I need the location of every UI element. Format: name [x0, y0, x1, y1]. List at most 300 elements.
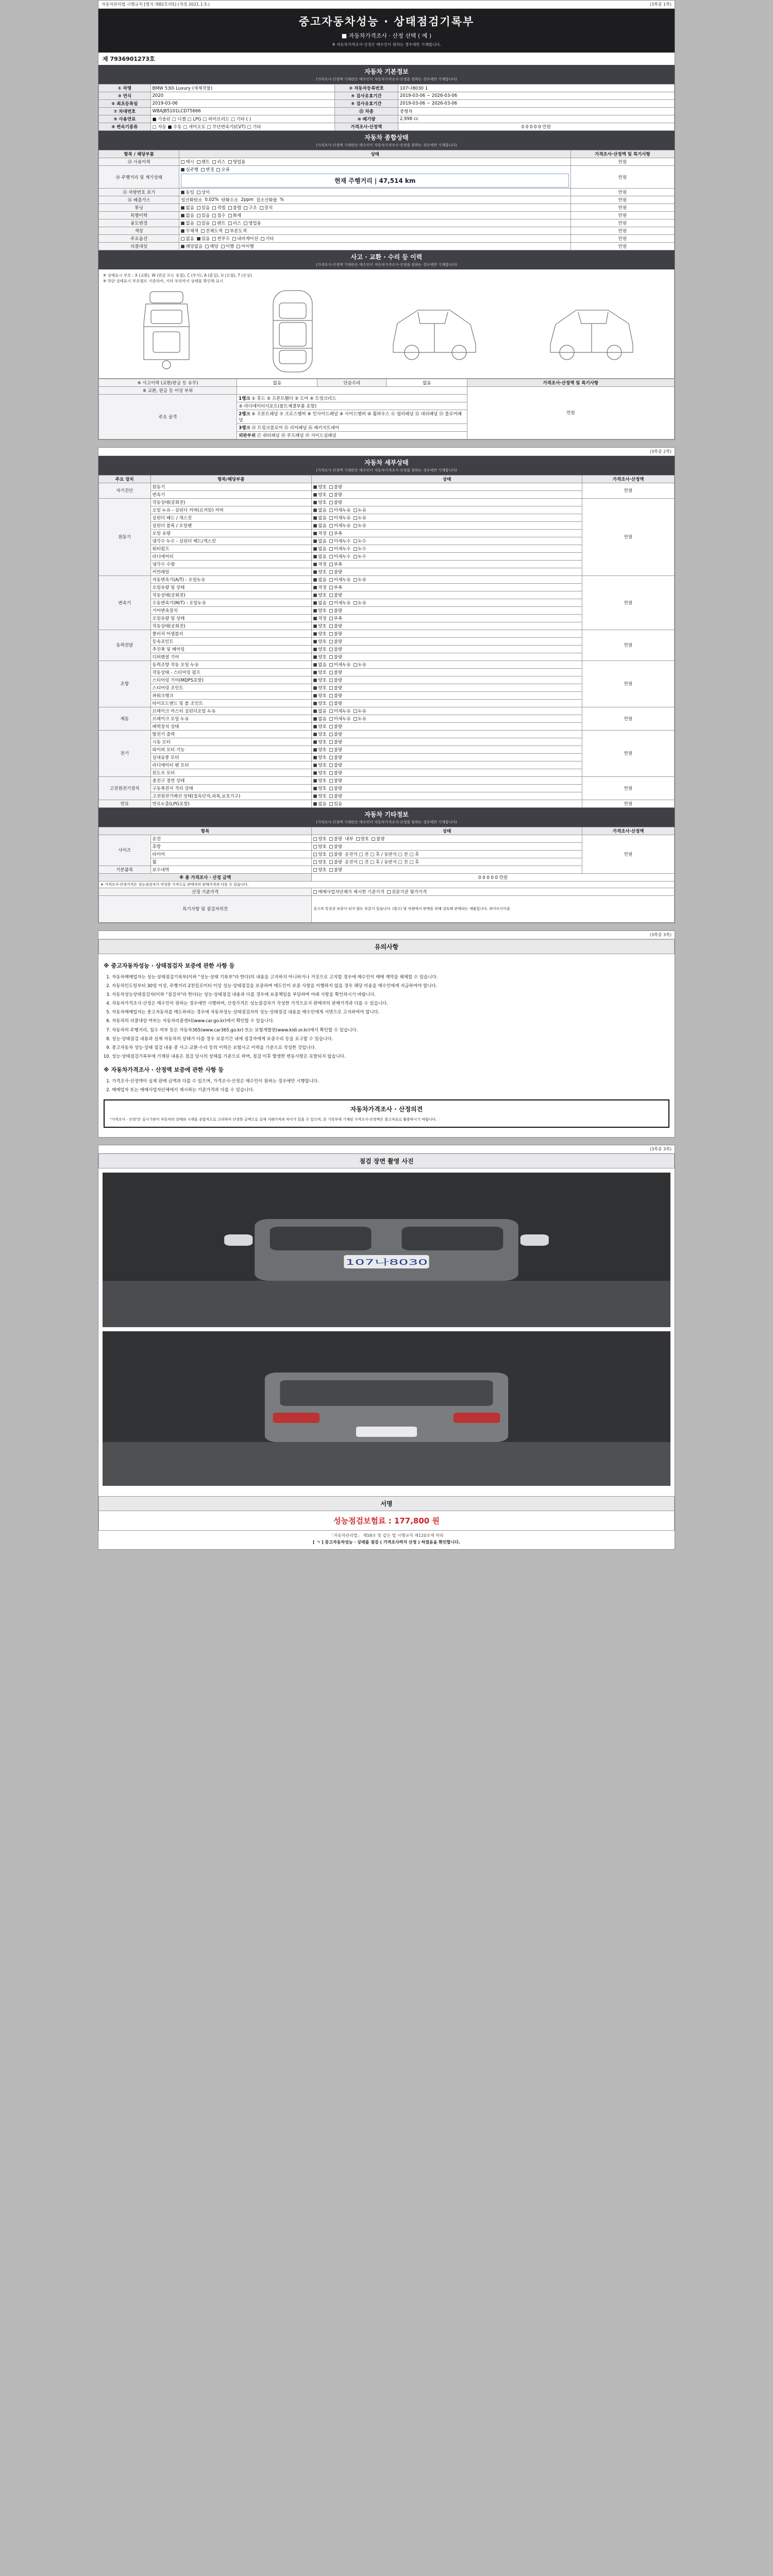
- checkbox-icon[interactable]: [313, 555, 317, 558]
- checkbox-color-full[interactable]: 전체도색: [201, 228, 223, 234]
- checkbox-rear-good[interactable]: 양호: [313, 843, 326, 850]
- table-row: [99, 800, 675, 807]
- checkbox-usechange-none[interactable]: 없음: [181, 220, 194, 226]
- value-year: 2020: [150, 92, 334, 100]
- checkbox-icon[interactable]: [313, 725, 317, 728]
- checkbox-6-4-1[interactable]: [329, 762, 342, 768]
- checkbox-4-3-0[interactable]: [313, 685, 326, 691]
- checkbox-5-1-0[interactable]: [313, 716, 326, 722]
- checkbox-1-7-1[interactable]: [329, 553, 351, 560]
- checkbox-recall-done[interactable]: 이행: [221, 243, 234, 249]
- checkbox-3-2-0[interactable]: [313, 646, 326, 652]
- overall-state-subnote: (가격조사·산정액 기재란은 매수인이 자동차가격조사·산정을 원하는 경우에만 기재합니다): [98, 143, 675, 150]
- checkbox-icon[interactable]: [329, 771, 333, 775]
- checkbox-label: 불량: [333, 693, 343, 699]
- checkbox-1-1-0[interactable]: [313, 507, 326, 513]
- checkbox-icon[interactable]: [329, 709, 333, 713]
- checkbox-drive-good[interactable]: 양호: [313, 836, 326, 842]
- checkbox-icon[interactable]: [354, 547, 357, 551]
- checkbox-0-0-1[interactable]: [329, 484, 342, 490]
- checkbox-icon[interactable]: [313, 594, 317, 597]
- checkbox-7-1-1[interactable]: [329, 785, 342, 791]
- checkbox-icon[interactable]: [313, 794, 317, 798]
- checkbox-label: 불량: [333, 732, 343, 737]
- checkbox-method-association[interactable]: 매매사업자단체가 제시한 기준가격: [313, 889, 384, 895]
- checkbox-icon[interactable]: [313, 671, 317, 674]
- checkbox-icon[interactable]: [329, 671, 333, 674]
- checkbox-2-6-0[interactable]: [313, 623, 326, 629]
- checkbox-color-original[interactable]: 무채색: [181, 228, 198, 234]
- checkbox-5-0-0[interactable]: [313, 708, 326, 714]
- checkbox-5-0-1[interactable]: [329, 708, 351, 714]
- detail-price-7: 만원: [582, 776, 675, 800]
- checkbox-label: 양호: [318, 786, 327, 791]
- checkbox-icon[interactable]: [313, 802, 317, 806]
- checkbox-icon[interactable]: [313, 493, 317, 497]
- detail-price-2: 만원: [582, 575, 675, 630]
- etc-state-drive: [312, 835, 582, 842]
- checkbox-icon[interactable]: [329, 563, 333, 566]
- checkbox-1-9-0[interactable]: [313, 569, 326, 575]
- checkbox-6-0-1[interactable]: [329, 731, 342, 737]
- checkbox-icon[interactable]: [329, 594, 333, 597]
- checkbox-same[interactable]: 동일: [181, 189, 194, 195]
- checkbox-label: 적정: [318, 616, 327, 621]
- checkbox-icon[interactable]: [329, 740, 333, 744]
- label-exchange-area: ※ 교환, 판금 등 이상 부위: [99, 386, 237, 394]
- checkbox-icon[interactable]: [354, 709, 357, 713]
- checkbox-icon[interactable]: [329, 640, 333, 643]
- note-total-estimate: ※ 가격조사·산정가격은 성능점검자가 작성한 가격으로 판매자의 판매가격과 다를 수 있습니다.: [99, 881, 675, 888]
- checkbox-3-1-0[interactable]: [313, 638, 326, 645]
- checkbox-wheel-bad[interactable]: 불량: [329, 859, 342, 865]
- checkbox-1-5-0[interactable]: [313, 538, 326, 544]
- checkbox-option-etc[interactable]: 기타: [261, 235, 274, 242]
- checkbox-4-0-1[interactable]: [329, 662, 351, 668]
- checkbox-6-5-1[interactable]: [329, 770, 342, 776]
- price-usage: 만원: [570, 158, 674, 166]
- checkbox-icon[interactable]: [329, 764, 333, 767]
- checkbox-label: 없음: [318, 577, 327, 583]
- checkbox-option-none[interactable]: 없음: [181, 235, 194, 242]
- checkbox-icon[interactable]: [313, 632, 317, 636]
- checkbox-2-3-1[interactable]: [329, 600, 351, 606]
- checkbox-7-2-1[interactable]: [329, 793, 342, 799]
- checkbox-icon[interactable]: [329, 493, 333, 497]
- checkbox-icon[interactable]: [354, 509, 357, 512]
- checkbox-6-4-0[interactable]: [313, 762, 326, 768]
- checkbox-icon[interactable]: [329, 624, 333, 628]
- checkbox-icon[interactable]: [329, 485, 333, 489]
- checkbox-2-3-0[interactable]: [313, 600, 326, 606]
- checkbox-tuning-yes[interactable]: 있음: [197, 205, 210, 211]
- checkbox-icon[interactable]: [329, 733, 333, 736]
- checkbox-icon[interactable]: [313, 609, 317, 613]
- checkbox-6-1-1[interactable]: [329, 739, 342, 745]
- checkbox-icon[interactable]: [313, 756, 317, 759]
- checkbox-label: 미세누유: [333, 600, 351, 606]
- checkbox-label: 미세누유: [333, 507, 351, 513]
- checkbox-altered[interactable]: 변경: [201, 166, 214, 173]
- checkbox-icon[interactable]: [329, 524, 333, 528]
- checkbox-recall-notdone[interactable]: 미이행: [237, 243, 254, 249]
- checkbox-icon[interactable]: [329, 779, 333, 783]
- checkbox-3-3-0[interactable]: [313, 654, 326, 660]
- checkbox-icon[interactable]: [329, 516, 333, 520]
- checkbox-icon[interactable]: [329, 686, 333, 690]
- checkbox-6-5-0[interactable]: [313, 770, 326, 776]
- checkbox-recall-na[interactable]: 해당없음: [181, 243, 203, 249]
- checkbox-icon[interactable]: [313, 655, 317, 659]
- label-year: ③ 연식: [99, 92, 151, 100]
- value-co: 0.02%: [205, 197, 219, 202]
- checkbox-icon[interactable]: [329, 655, 333, 659]
- checkbox-icon[interactable]: [329, 501, 333, 504]
- detail-status: [312, 722, 582, 730]
- detail-part: 실린더 블록 / 오일팬: [150, 521, 312, 529]
- checkbox-usechange-yes[interactable]: 있음: [197, 220, 210, 226]
- checkbox-inner-good[interactable]: 양호: [356, 836, 369, 842]
- car-diagrams: [103, 284, 670, 376]
- detail-part: 브레이크 마스터 실린더오일 누유: [150, 707, 312, 715]
- detail-part: 디퍼렌셜 기어: [150, 653, 312, 660]
- checkbox-1-7-0[interactable]: [313, 553, 326, 560]
- checkbox-tuning-structure[interactable]: 구조: [244, 205, 257, 211]
- checkbox-2-2-0[interactable]: [313, 592, 326, 598]
- checkbox-7-1-0[interactable]: [313, 785, 326, 791]
- detail-status: [312, 745, 582, 753]
- checkbox-1-3-1[interactable]: [329, 522, 351, 529]
- checkbox-icon[interactable]: [313, 624, 317, 628]
- checkbox-rent[interactable]: 렌트: [197, 159, 210, 165]
- frame-rank-2: [237, 410, 467, 423]
- checkbox-lease[interactable]: 리스: [212, 159, 225, 165]
- detail-part: 스티어링 기어(MDPS포함): [150, 676, 312, 684]
- checkbox-2-4-1[interactable]: [329, 607, 342, 614]
- checkbox-icon[interactable]: [354, 578, 357, 582]
- checkbox-icon[interactable]: [354, 555, 357, 558]
- checkbox-2-0-2[interactable]: [354, 577, 366, 583]
- checkbox-1-3-2[interactable]: [354, 522, 366, 529]
- detail-status: [312, 769, 582, 776]
- checkbox-tire-bad[interactable]: 불량: [329, 851, 342, 857]
- checkbox-5-2-1[interactable]: [329, 723, 342, 730]
- checkbox-label: 불량: [333, 770, 343, 776]
- checkbox-icon[interactable]: [329, 648, 333, 651]
- checkbox-usechange-lease[interactable]: 리스: [228, 220, 241, 226]
- checkbox-0-1-1[interactable]: [329, 492, 342, 498]
- checkbox-6-1-0[interactable]: [313, 739, 326, 745]
- checkbox-icon[interactable]: [313, 748, 317, 752]
- checkbox-icon[interactable]: [329, 632, 333, 636]
- checkbox-icon[interactable]: [329, 756, 333, 759]
- checkbox-6-0-0[interactable]: [313, 731, 326, 737]
- checkbox-icon[interactable]: [313, 539, 317, 543]
- checkbox-1-6-2[interactable]: [354, 546, 366, 552]
- checkbox-4-0-2[interactable]: [354, 662, 366, 668]
- etc-state-repair: [312, 866, 582, 873]
- checkbox-icon[interactable]: [313, 563, 317, 566]
- checkbox-icon[interactable]: [313, 779, 317, 783]
- checkbox-icon[interactable]: [329, 601, 333, 605]
- table-row: [99, 895, 675, 922]
- checkbox-icon[interactable]: [329, 748, 333, 752]
- checkbox-4-0-0[interactable]: [313, 662, 326, 668]
- checkbox-icon[interactable]: [329, 694, 333, 698]
- detail-status: [312, 591, 582, 599]
- checkbox-2-5-1[interactable]: [329, 615, 342, 621]
- checkbox-4-1-1[interactable]: [329, 669, 342, 675]
- checkbox-0-0-0[interactable]: [313, 484, 326, 490]
- checkbox-taxi[interactable]: 택시: [181, 159, 194, 165]
- page-number-4: (3쪽중 3쪽): [649, 1147, 671, 1152]
- checkbox-1-0-1[interactable]: [329, 499, 342, 505]
- table-row: [99, 189, 675, 196]
- checkbox-5-1-2[interactable]: [354, 716, 366, 722]
- detail-status: [312, 622, 582, 630]
- detail-part: 충전구 절연 상태: [150, 776, 312, 784]
- checkbox-special-none[interactable]: 없음: [181, 212, 194, 218]
- checkbox-1-2-1[interactable]: [329, 515, 351, 521]
- checkbox-icon[interactable]: [354, 717, 357, 721]
- checkbox-tuning-illegal[interactable]: 불법: [228, 205, 241, 211]
- checkbox-icon[interactable]: [329, 578, 333, 582]
- checkbox-option-navigation[interactable]: 내비게이션: [232, 235, 258, 242]
- checkbox-2-5-0[interactable]: [313, 615, 326, 621]
- checkbox-icon[interactable]: [313, 740, 317, 744]
- checkbox-tuning-device[interactable]: 장치: [260, 205, 273, 211]
- checkbox-1-2-2[interactable]: [354, 515, 366, 521]
- checkbox-8-0-0[interactable]: [313, 801, 326, 807]
- checkbox-6-3-0[interactable]: [313, 754, 326, 760]
- value-price-estimate: 0 0 0 0 0 만원: [398, 123, 674, 131]
- checkbox-icon[interactable]: [313, 547, 317, 551]
- checkbox-icon[interactable]: [329, 570, 333, 574]
- checkbox-7-0-0[interactable]: [313, 777, 326, 784]
- checkbox-1-6-1[interactable]: [329, 546, 351, 552]
- checkbox-different[interactable]: 상이: [197, 189, 210, 195]
- checkbox-1-8-0[interactable]: [313, 561, 326, 567]
- checkbox-option-yes[interactable]: 있음: [197, 235, 210, 242]
- checkbox-icon[interactable]: [313, 485, 317, 489]
- row-value-special: [179, 212, 571, 219]
- checkbox-icon[interactable]: [313, 717, 317, 721]
- checkbox-repair-good[interactable]: 양호: [313, 867, 326, 873]
- value-etc-price: 만원: [582, 835, 675, 873]
- checkbox-special-yes[interactable]: 있음: [197, 212, 210, 218]
- price-color: 만원: [570, 227, 674, 235]
- checkbox-icon[interactable]: [313, 516, 317, 520]
- checkbox-icon[interactable]: [329, 555, 333, 558]
- value-special-remarks: 중고차 특성상 보증이 되지 않는 부분이 있습니다. (참고) 및 차량에서 판매를 위해 검토해 판매되는 제품입니다. 라이프사이클: [312, 895, 675, 922]
- checkbox-2-3-2[interactable]: [354, 600, 366, 606]
- checkbox-icon[interactable]: [354, 663, 357, 667]
- checkbox-method-institution[interactable]: 전문기관 평가가격: [387, 889, 427, 895]
- checkbox-icon[interactable]: [313, 617, 317, 620]
- checkbox-icon[interactable]: [313, 702, 317, 705]
- checkbox-drive-bad[interactable]: 불량: [329, 836, 342, 842]
- checkbox-label: 양호: [318, 685, 327, 691]
- checkbox-1-3-0[interactable]: [313, 522, 326, 529]
- checkbox-icon[interactable]: [313, 648, 317, 651]
- checkbox-2-6-1[interactable]: [329, 623, 342, 629]
- checkbox-icon[interactable]: [329, 617, 333, 620]
- checkbox-icon[interactable]: [329, 609, 333, 613]
- checkbox-2-1-1[interactable]: [329, 584, 342, 590]
- checkbox-icon[interactable]: [329, 539, 333, 543]
- checkbox-0-1-0[interactable]: [313, 492, 326, 498]
- checkbox-3-0-0[interactable]: [313, 631, 326, 637]
- checkbox-icon[interactable]: [313, 709, 317, 713]
- col-etc-state: 상태: [312, 827, 582, 835]
- checkbox-icon[interactable]: [313, 686, 317, 690]
- checkbox-3-2-1[interactable]: [329, 646, 342, 652]
- checkbox-icon[interactable]: [313, 663, 317, 667]
- checkbox-2-2-1[interactable]: [329, 592, 342, 598]
- checkbox-icon[interactable]: [313, 733, 317, 736]
- label-inspection-period: ④ 검사유효기간: [334, 92, 398, 100]
- checkbox-2-0-0[interactable]: [313, 577, 326, 583]
- checkbox-icon[interactable]: [329, 679, 333, 682]
- checkbox-label: 없음: [318, 801, 327, 807]
- checkbox-icon[interactable]: [313, 679, 317, 682]
- checkbox-5-2-0[interactable]: [313, 723, 326, 730]
- checkbox-1-6-0[interactable]: [313, 546, 326, 552]
- checkbox-1-8-1[interactable]: [329, 561, 342, 567]
- checkbox-icon[interactable]: [313, 787, 317, 790]
- checkbox-usechange-biz[interactable]: 영업용: [244, 220, 261, 226]
- checkbox-4-4-1[interactable]: [329, 692, 342, 699]
- checkbox-1-4-0[interactable]: [313, 530, 326, 536]
- checkbox-6-2-1[interactable]: [329, 747, 342, 753]
- table-row: [99, 158, 675, 166]
- checkbox-icon[interactable]: [329, 717, 333, 721]
- checkbox-2-4-0[interactable]: [313, 607, 326, 614]
- checkbox-color-partial[interactable]: 부분도색: [225, 228, 247, 234]
- checkbox-label: 미세누수: [333, 554, 351, 560]
- checkbox-inner-bad[interactable]: 불량: [372, 836, 384, 842]
- checkbox-1-7-2[interactable]: [354, 553, 366, 560]
- checkbox-option-sunroof[interactable]: 썬루프: [212, 235, 230, 242]
- checkbox-label: 적정: [318, 562, 327, 567]
- checkbox-4-2-0[interactable]: [313, 677, 326, 683]
- checkbox-5-0-2[interactable]: [354, 708, 366, 714]
- checkbox-recall-yes[interactable]: 해당: [205, 243, 218, 249]
- checkbox-icon[interactable]: [313, 524, 317, 528]
- checkbox-1-9-1[interactable]: [329, 569, 342, 575]
- checkbox-icon[interactable]: [313, 501, 317, 504]
- checkbox-icon[interactable]: [313, 640, 317, 643]
- detail-status: [312, 490, 582, 498]
- checkbox-icon[interactable]: [313, 771, 317, 775]
- checkbox-icon[interactable]: [329, 787, 333, 790]
- checkbox-usechange-rent[interactable]: 렌트: [212, 220, 225, 226]
- checkbox-1-5-2[interactable]: [354, 538, 366, 544]
- row-label-special: 특별이력: [99, 212, 179, 219]
- checkbox-icon[interactable]: [313, 570, 317, 574]
- checkbox-1-5-1[interactable]: [329, 538, 351, 544]
- checkbox-real-mileage[interactable]: 실주행: [181, 166, 198, 173]
- checkbox-icon[interactable]: [329, 725, 333, 728]
- checkbox-repair-bad[interactable]: 불량: [329, 867, 342, 873]
- checkbox-flood[interactable]: 침수: [212, 212, 225, 218]
- checkbox-3-0-1[interactable]: [329, 631, 342, 637]
- checkbox-3-1-1[interactable]: [329, 638, 342, 645]
- label-first-registration: ⑤ 최초등록일: [99, 100, 151, 108]
- checkbox-3-3-1[interactable]: [329, 654, 342, 660]
- checkbox-icon[interactable]: [329, 702, 333, 705]
- checkbox-icon[interactable]: [313, 764, 317, 767]
- checkbox-4-5-1[interactable]: [329, 700, 342, 706]
- checkbox-fire[interactable]: 화재: [228, 212, 241, 218]
- checkbox-1-0-0[interactable]: [313, 499, 326, 505]
- detail-part: 오일유량 및 상태: [150, 614, 312, 622]
- checkbox-icon[interactable]: [329, 547, 333, 551]
- checkbox-7-2-0[interactable]: [313, 793, 326, 799]
- checkbox-label: 양호: [318, 492, 327, 498]
- checkbox-1-2-0[interactable]: [313, 515, 326, 521]
- checkbox-icon[interactable]: [354, 539, 357, 543]
- checkbox-1-1-2[interactable]: [354, 507, 366, 513]
- checkbox-4-1-0[interactable]: [313, 669, 326, 675]
- detail-price-6: 만원: [582, 730, 675, 776]
- checkbox-4-4-0[interactable]: [313, 692, 326, 699]
- checkbox-5-1-1[interactable]: [329, 716, 351, 722]
- price-special: 만원: [570, 212, 674, 219]
- checkbox-4-5-0[interactable]: [313, 700, 326, 706]
- checkbox-6-3-1[interactable]: [329, 754, 342, 760]
- checkbox-icon[interactable]: [354, 601, 357, 605]
- checkbox-icon[interactable]: [329, 509, 333, 512]
- checkbox-7-0-1[interactable]: [329, 777, 342, 784]
- detail-status: [312, 645, 582, 653]
- checkbox-tuning-legal[interactable]: 적법: [212, 205, 225, 211]
- detail-group-0: 자기진단: [99, 483, 151, 498]
- checkbox-2-1-0[interactable]: [313, 584, 326, 590]
- checkbox-1-4-1[interactable]: [329, 530, 342, 536]
- checkbox-1-1-1[interactable]: [329, 507, 351, 513]
- checkbox-error[interactable]: 오류: [216, 166, 229, 173]
- checkbox-icon[interactable]: [313, 578, 317, 582]
- checkbox-icon[interactable]: [329, 586, 333, 589]
- label-type: ⑪ 차종: [334, 108, 398, 115]
- checkbox-icon[interactable]: [313, 586, 317, 589]
- checkbox-rear-bad[interactable]: 불량: [329, 843, 342, 850]
- table-row: [99, 730, 675, 738]
- checkbox-icon[interactable]: [354, 524, 357, 528]
- checkbox-tuning-none[interactable]: 없음: [181, 205, 194, 211]
- checkbox-icon[interactable]: [329, 794, 333, 798]
- checkbox-icon[interactable]: [313, 532, 317, 535]
- checkbox-icon[interactable]: [354, 516, 357, 520]
- checkbox-4-3-1[interactable]: [329, 685, 342, 691]
- checkbox-8-0-1[interactable]: [329, 801, 342, 807]
- checkbox-icon[interactable]: [313, 694, 317, 698]
- checkbox-tire-good[interactable]: 양호: [313, 851, 326, 857]
- value-accident-history: 없음: [237, 379, 317, 386]
- checkbox-4-2-1[interactable]: [329, 677, 342, 683]
- checkbox-icon[interactable]: [313, 601, 317, 605]
- checkbox-6-2-0[interactable]: [313, 747, 326, 753]
- checkbox-icon[interactable]: [329, 802, 333, 806]
- checkbox-business[interactable]: 영업용: [228, 159, 246, 165]
- detail-part: 추진축 및 베어링: [150, 645, 312, 653]
- checkbox-wheel-good[interactable]: 양호: [313, 859, 326, 865]
- checkbox-2-0-1[interactable]: [329, 577, 351, 583]
- checkbox-icon[interactable]: [329, 532, 333, 535]
- checkbox-icon[interactable]: [329, 663, 333, 667]
- checkbox-icon[interactable]: [313, 509, 317, 512]
